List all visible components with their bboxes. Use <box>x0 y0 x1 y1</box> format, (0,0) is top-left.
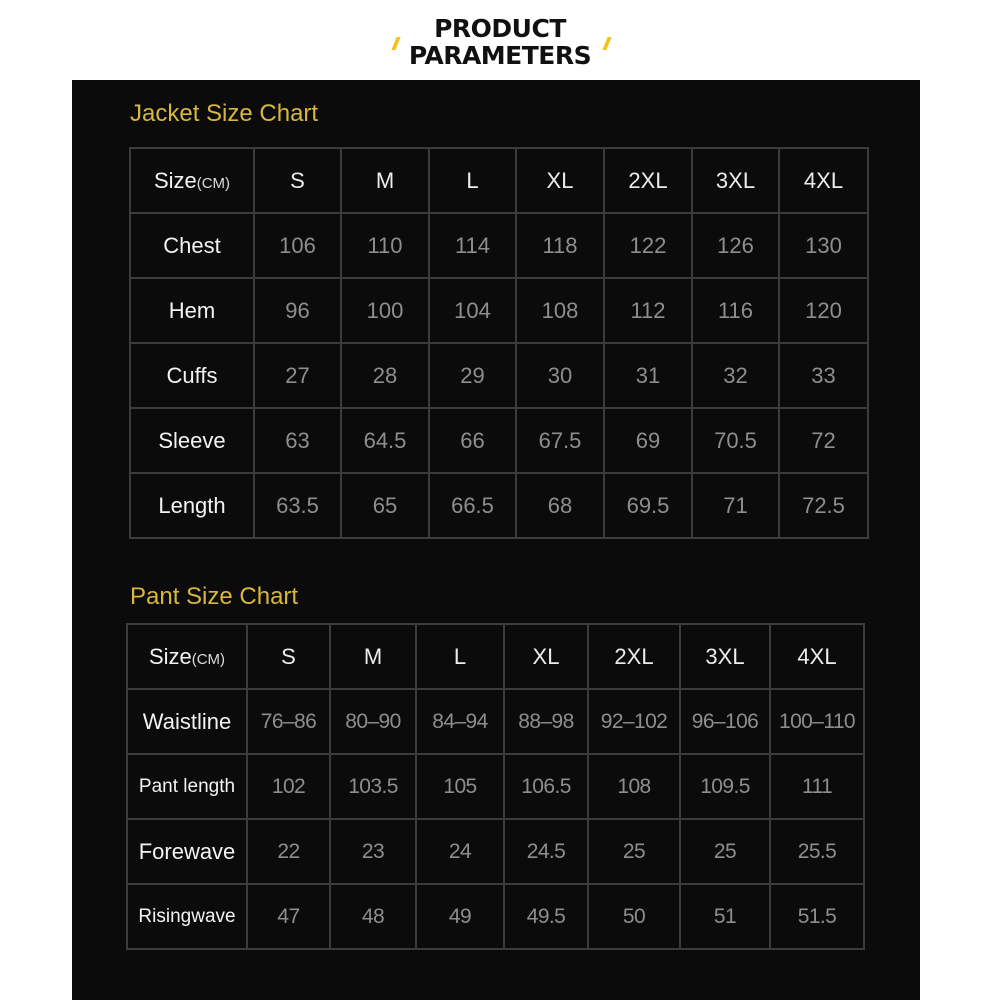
size-header: L <box>416 624 504 689</box>
value-cell: 22 <box>247 819 330 884</box>
value-cell: 109.5 <box>680 754 770 819</box>
value-cell: 29 <box>429 343 516 408</box>
value-cell: 49 <box>416 884 504 949</box>
page-title-line-1: PRODUCT <box>434 14 566 43</box>
row-label: Waistline <box>127 689 247 754</box>
value-cell: 68 <box>516 473 604 538</box>
page-header <box>0 0 1000 80</box>
value-cell: 126 <box>692 213 779 278</box>
value-cell: 50 <box>588 884 680 949</box>
value-cell: 108 <box>516 278 604 343</box>
value-cell: 88–98 <box>504 689 588 754</box>
value-cell: 122 <box>604 213 692 278</box>
value-cell: 24 <box>416 819 504 884</box>
value-cell: 100 <box>341 278 429 343</box>
row-label: Forewave <box>127 819 247 884</box>
value-cell: 28 <box>341 343 429 408</box>
size-header: L <box>429 148 516 213</box>
page-title <box>0 15 1000 69</box>
size-header: 4XL <box>779 148 868 213</box>
table-row <box>130 343 868 408</box>
size-header: M <box>330 624 416 689</box>
corner-unit: (CM) <box>196 174 231 192</box>
row-label: Cuffs <box>130 343 254 408</box>
value-cell: 96–106 <box>680 689 770 754</box>
value-cell: 92–102 <box>588 689 680 754</box>
value-cell: 100–110 <box>770 689 864 754</box>
value-cell: 76–86 <box>247 689 330 754</box>
value-cell: 106.5 <box>504 754 588 819</box>
size-header: 3XL <box>692 148 779 213</box>
value-cell: 30 <box>516 343 604 408</box>
value-cell: 105 <box>416 754 504 819</box>
value-cell: 24.5 <box>504 819 588 884</box>
table-row <box>130 408 868 473</box>
pant-chart-title: Pant Size Chart <box>130 583 299 610</box>
value-cell: 118 <box>516 213 604 278</box>
value-cell: 69.5 <box>604 473 692 538</box>
value-cell: 112 <box>604 278 692 343</box>
row-label: Chest <box>130 213 254 278</box>
value-cell: 111 <box>770 754 864 819</box>
value-cell: 80–90 <box>330 689 416 754</box>
size-header: S <box>254 148 341 213</box>
value-cell: 23 <box>330 819 416 884</box>
value-cell: 104 <box>429 278 516 343</box>
value-cell: 70.5 <box>692 408 779 473</box>
size-header: 2XL <box>604 148 692 213</box>
value-cell: 25 <box>680 819 770 884</box>
table-row <box>127 754 864 819</box>
size-header: XL <box>516 148 604 213</box>
size-header: S <box>247 624 330 689</box>
size-chart-panel <box>72 80 920 1000</box>
value-cell: 110 <box>341 213 429 278</box>
value-cell: 72 <box>779 408 868 473</box>
row-label: Hem <box>130 278 254 343</box>
value-cell: 69 <box>604 408 692 473</box>
table-row <box>127 884 864 949</box>
value-cell: 33 <box>779 343 868 408</box>
table-row <box>130 278 868 343</box>
table-corner-cell <box>127 624 247 689</box>
value-cell: 47 <box>247 884 330 949</box>
row-label: Length <box>130 473 254 538</box>
row-label: Risingwave <box>127 884 247 949</box>
value-cell: 25 <box>588 819 680 884</box>
table-row <box>130 213 868 278</box>
size-header: 2XL <box>588 624 680 689</box>
size-header: M <box>341 148 429 213</box>
value-cell: 65 <box>341 473 429 538</box>
table-row <box>127 819 864 884</box>
table-header-row <box>127 624 864 689</box>
value-cell: 51 <box>680 884 770 949</box>
value-cell: 51.5 <box>770 884 864 949</box>
value-cell: 32 <box>692 343 779 408</box>
value-cell: 25.5 <box>770 819 864 884</box>
size-header: 4XL <box>770 624 864 689</box>
corner-label: Size <box>153 167 197 193</box>
value-cell: 102 <box>247 754 330 819</box>
value-cell: 31 <box>604 343 692 408</box>
value-cell: 114 <box>429 213 516 278</box>
jacket-size-table <box>129 147 869 539</box>
value-cell: 96 <box>254 278 341 343</box>
value-cell: 130 <box>779 213 868 278</box>
row-label: Pant length <box>127 754 247 819</box>
value-cell: 72.5 <box>779 473 868 538</box>
value-cell: 67.5 <box>516 408 604 473</box>
table-header-row <box>130 148 868 213</box>
value-cell: 116 <box>692 278 779 343</box>
pant-size-table <box>126 623 865 950</box>
page-title-line-2: PARAMETERS <box>408 41 592 70</box>
size-header: XL <box>504 624 588 689</box>
corner-unit: (CM) <box>191 650 226 668</box>
corner-label: Size <box>148 643 192 669</box>
value-cell: 48 <box>330 884 416 949</box>
value-cell: 64.5 <box>341 408 429 473</box>
jacket-chart-title: Jacket Size Chart <box>130 100 319 127</box>
value-cell: 71 <box>692 473 779 538</box>
value-cell: 66.5 <box>429 473 516 538</box>
value-cell: 63.5 <box>254 473 341 538</box>
value-cell: 120 <box>779 278 868 343</box>
table-corner-cell <box>130 148 254 213</box>
table-row <box>127 689 864 754</box>
value-cell: 84–94 <box>416 689 504 754</box>
size-header: 3XL <box>680 624 770 689</box>
value-cell: 49.5 <box>504 884 588 949</box>
value-cell: 106 <box>254 213 341 278</box>
table-row <box>130 473 868 538</box>
value-cell: 66 <box>429 408 516 473</box>
row-label: Sleeve <box>130 408 254 473</box>
value-cell: 103.5 <box>330 754 416 819</box>
value-cell: 108 <box>588 754 680 819</box>
value-cell: 63 <box>254 408 341 473</box>
value-cell: 27 <box>254 343 341 408</box>
